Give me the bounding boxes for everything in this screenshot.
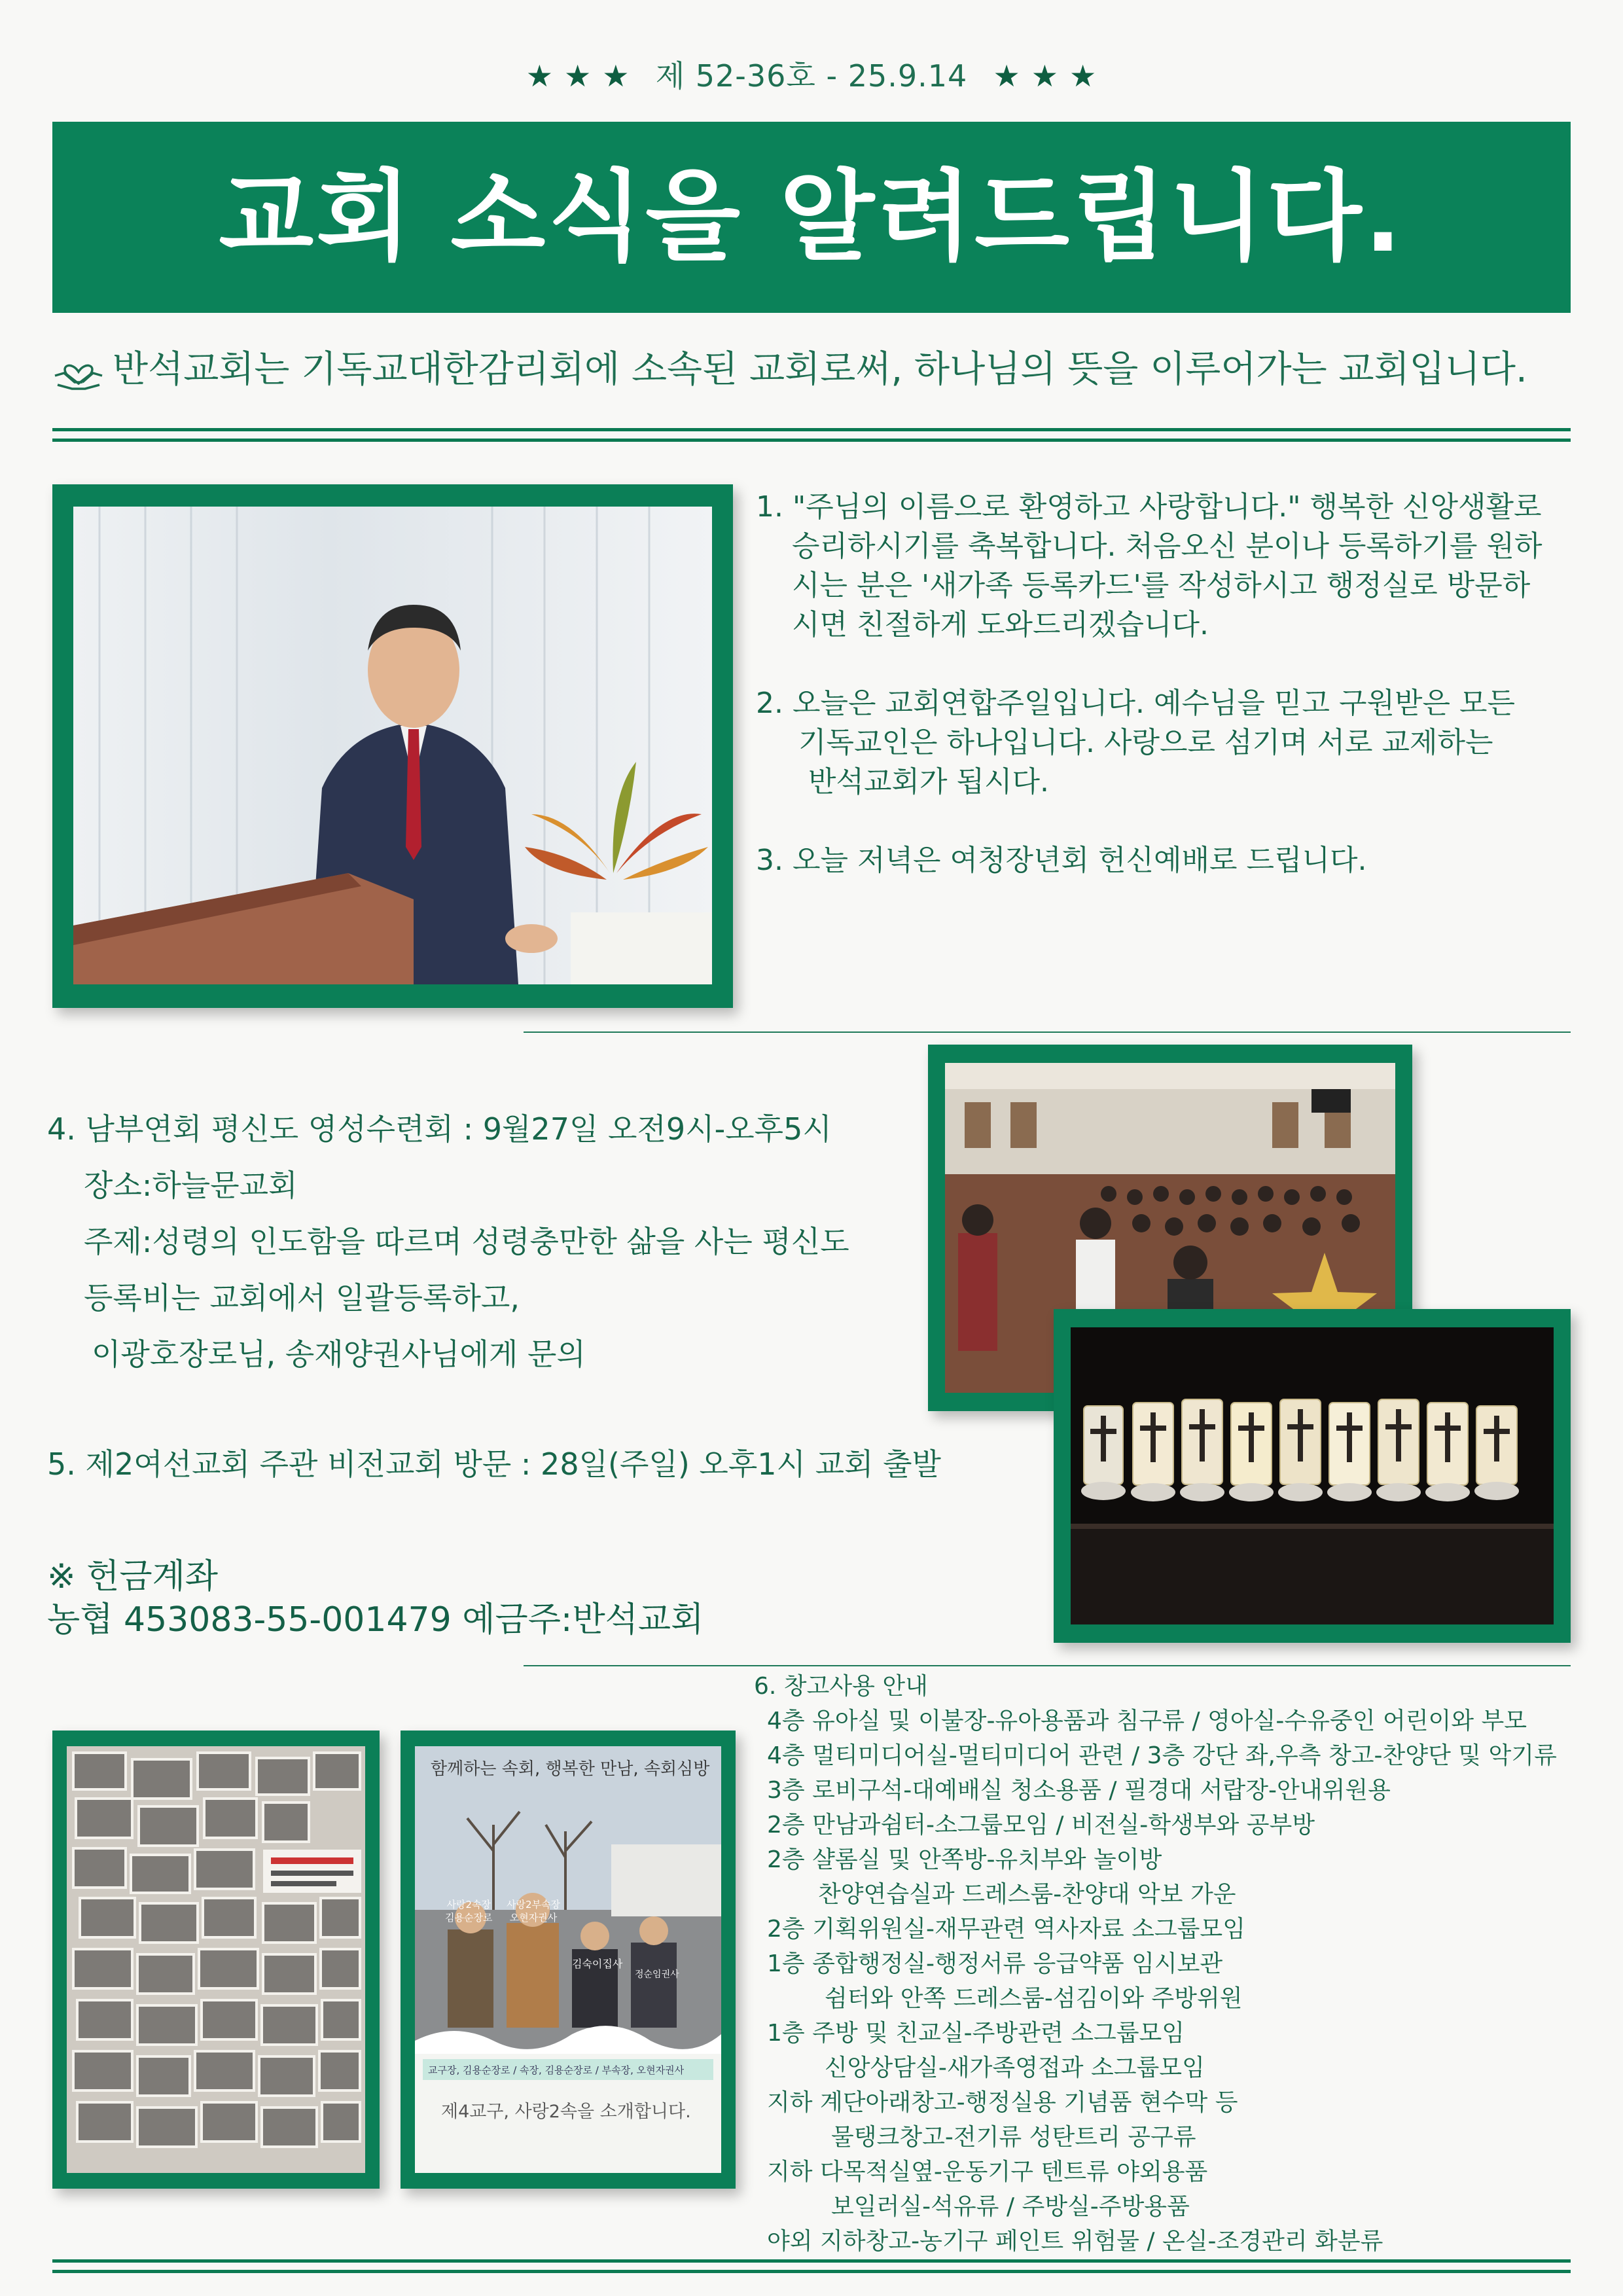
storage-line: 1층 주방 및 친교실-주방관련 소그룹모임 (767, 2020, 1185, 2047)
notice-4-line-4: 등록비는 교회에서 일괄등록하고, (84, 1280, 520, 1316)
notice-1-line-3: 시는 분은 '새가족 등록카드'를 작성하시고 행정실로 방문하 (792, 569, 1531, 602)
cell-group-top-caption: 함께하는 속회, 행복한 만남, 속회심방 (431, 1759, 710, 1779)
notice-2-line-2: 기독교인은 하나입니다. 사랑으로 섬기며 서로 교제하는 (798, 726, 1493, 759)
divider (524, 1031, 1571, 1033)
notice-2-line-3: 반석교회가 됩시다. (808, 765, 1050, 798)
name-tag-1 (445, 1898, 492, 1924)
star-icon: ★ (993, 58, 1021, 94)
name-tag-2-role: 사랑2부속장 (507, 1899, 560, 1910)
storage-line: 야외 지하창고-농기구 페인트 위험물 / 온실-조경관리 화분류 (767, 2228, 1383, 2255)
cell-group-photo-frame (401, 1731, 736, 2189)
notice-4-line-2: 장소:하늘문교회 (84, 1168, 298, 1203)
star-icon: ★ (602, 58, 630, 94)
issue-number: 제 52-36호 - 25.9.14 (655, 58, 968, 94)
notice-4-line-1: 4. 남부연회 평신도 영성수련회 : 9월27일 오전9시-오후5시 (47, 1111, 832, 1147)
storage-line: 신앙상담실-새가족영접과 소그룹모임 (825, 2054, 1205, 2081)
notice-1-line-4: 시면 친절하게 도와드리겠습니다. (792, 608, 1209, 641)
name-tag-2 (507, 1898, 560, 1924)
notice-4-line-3: 주제:성령의 인도함을 따르며 성령충만한 삶을 사는 평신도 (84, 1224, 849, 1259)
storage-line: 쉼터와 안쪽 드레스룸-섬김이와 주방위원 (825, 1985, 1243, 2012)
storage-line: 2층 샬롬실 및 안쪽방-유치부와 놀이방 (767, 1846, 1162, 1873)
cell-group-bottom-caption: 제4교구, 사랑2속을 소개합니다. (441, 2102, 691, 2122)
issue-line (0, 52, 1623, 96)
star-icon: ★ (1031, 58, 1060, 94)
pastor-photo-frame (52, 484, 733, 1008)
heart-hands-icon (52, 352, 105, 391)
page-title: 교회 소식을 알려드립니다. (219, 160, 1404, 274)
divider (524, 1665, 1571, 1666)
storage-line: 1층 종합행정실-행정서류 응급약품 임시보관 (767, 1950, 1223, 1977)
collage-photo-frame (52, 1731, 380, 2189)
cell-group-photo (415, 1746, 721, 2173)
storage-line: 2층 만남과쉼터-소그룹모임 / 비전실-학생부와 공부방 (767, 1812, 1315, 1839)
storage-line: 보일러실-석유류 / 주방실-주방용품 (831, 2193, 1190, 2220)
divider (52, 439, 1571, 442)
star-icon: ★ (563, 58, 592, 94)
name-tag-1-name: 김용순장로 (445, 1912, 493, 1924)
notice-5: 5. 제2여선교회 주관 비전교회 방문 : 28일(주일) 오후1시 교회 출발 (47, 1446, 941, 1482)
storage-line: 지하 계단아래창고-행정실용 기념품 현수막 등 (767, 2089, 1238, 2116)
offering-account-label: ※ 헌금계좌 (47, 1557, 219, 1596)
name-tag-4: 정순임권사 (635, 1969, 679, 1980)
notice-4-line-5: 이광호장로님, 송재양권사님에게 문의 (92, 1336, 586, 1372)
storage-line: 4층 유아실 및 이불장-유아용품과 침구류 / 영아실-수유중인 어린이와 부모 (767, 1708, 1527, 1734)
star-icon: ★ (1069, 58, 1097, 94)
notice-2-line-1: 2. 오늘은 교회연합주일입니다. 예수님을 믿고 구원받은 모든 (756, 687, 1515, 720)
star-icon: ★ (526, 58, 554, 94)
storage-line: 2층 기획위원실-재무관련 역사자료 소그룹모임 (767, 1916, 1245, 1943)
crosses-photo (1071, 1327, 1554, 1624)
notice-3: 3. 오늘 저녁은 여청장년회 헌신예배로 드립니다. (756, 844, 1367, 877)
name-tag-2-name: 오현자권사 (509, 1912, 558, 1924)
divider (52, 2270, 1571, 2273)
name-tag-1-role: 사랑2속장 (446, 1899, 491, 1910)
pastor-photo (73, 507, 712, 984)
divider (52, 428, 1571, 431)
notice-1-line-1: 1. "주님의 이름으로 환영하고 사랑합니다." 행복한 신앙생활로 (756, 490, 1542, 524)
collage-photo (67, 1746, 365, 2173)
church-tagline (52, 340, 1571, 393)
storage-line: 3층 로비구석-대예배실 청소용품 / 필경대 서랍장-안내위원용 (767, 1777, 1391, 1804)
crosses-photo-frame (1054, 1309, 1571, 1643)
cell-group-strip: 교구장, 김용순장로 / 속장, 김용순장로 / 부속장, 오현자권사 (428, 2064, 685, 2076)
divider (52, 2259, 1571, 2263)
storage-guide-title: 6. 창고사용 안내 (754, 1673, 928, 1700)
tagline-text: 반석교회는 기독교대한감리회에 소속된 교회로써, 하나님의 뜻을 이루어가는 교회입니다. (113, 348, 1527, 391)
storage-line: 4층 멀티미디어실-멀티미디어 관련 / 3층 강단 좌,우측 창고-찬양단 및 악기류 (767, 1742, 1557, 1769)
storage-line: 찬양연습실과 드레스룸-찬양대 악보 가운 (818, 1881, 1236, 1908)
storage-line: 물탱크창고-전기류 성탄트리 공구류 (831, 2124, 1196, 2151)
notice-1-line-2: 승리하시기를 축복합니다. 처음오신 분이나 등록하기를 원하 (792, 529, 1543, 563)
name-tag-3: 김숙이집사 (572, 1958, 623, 1970)
storage-line: 지하 다목적실옆-운동기구 텐트류 야외용품 (767, 2159, 1208, 2185)
offering-account-number: 농협 453083-55-001479 예금주:반석교회 (47, 1600, 704, 1640)
